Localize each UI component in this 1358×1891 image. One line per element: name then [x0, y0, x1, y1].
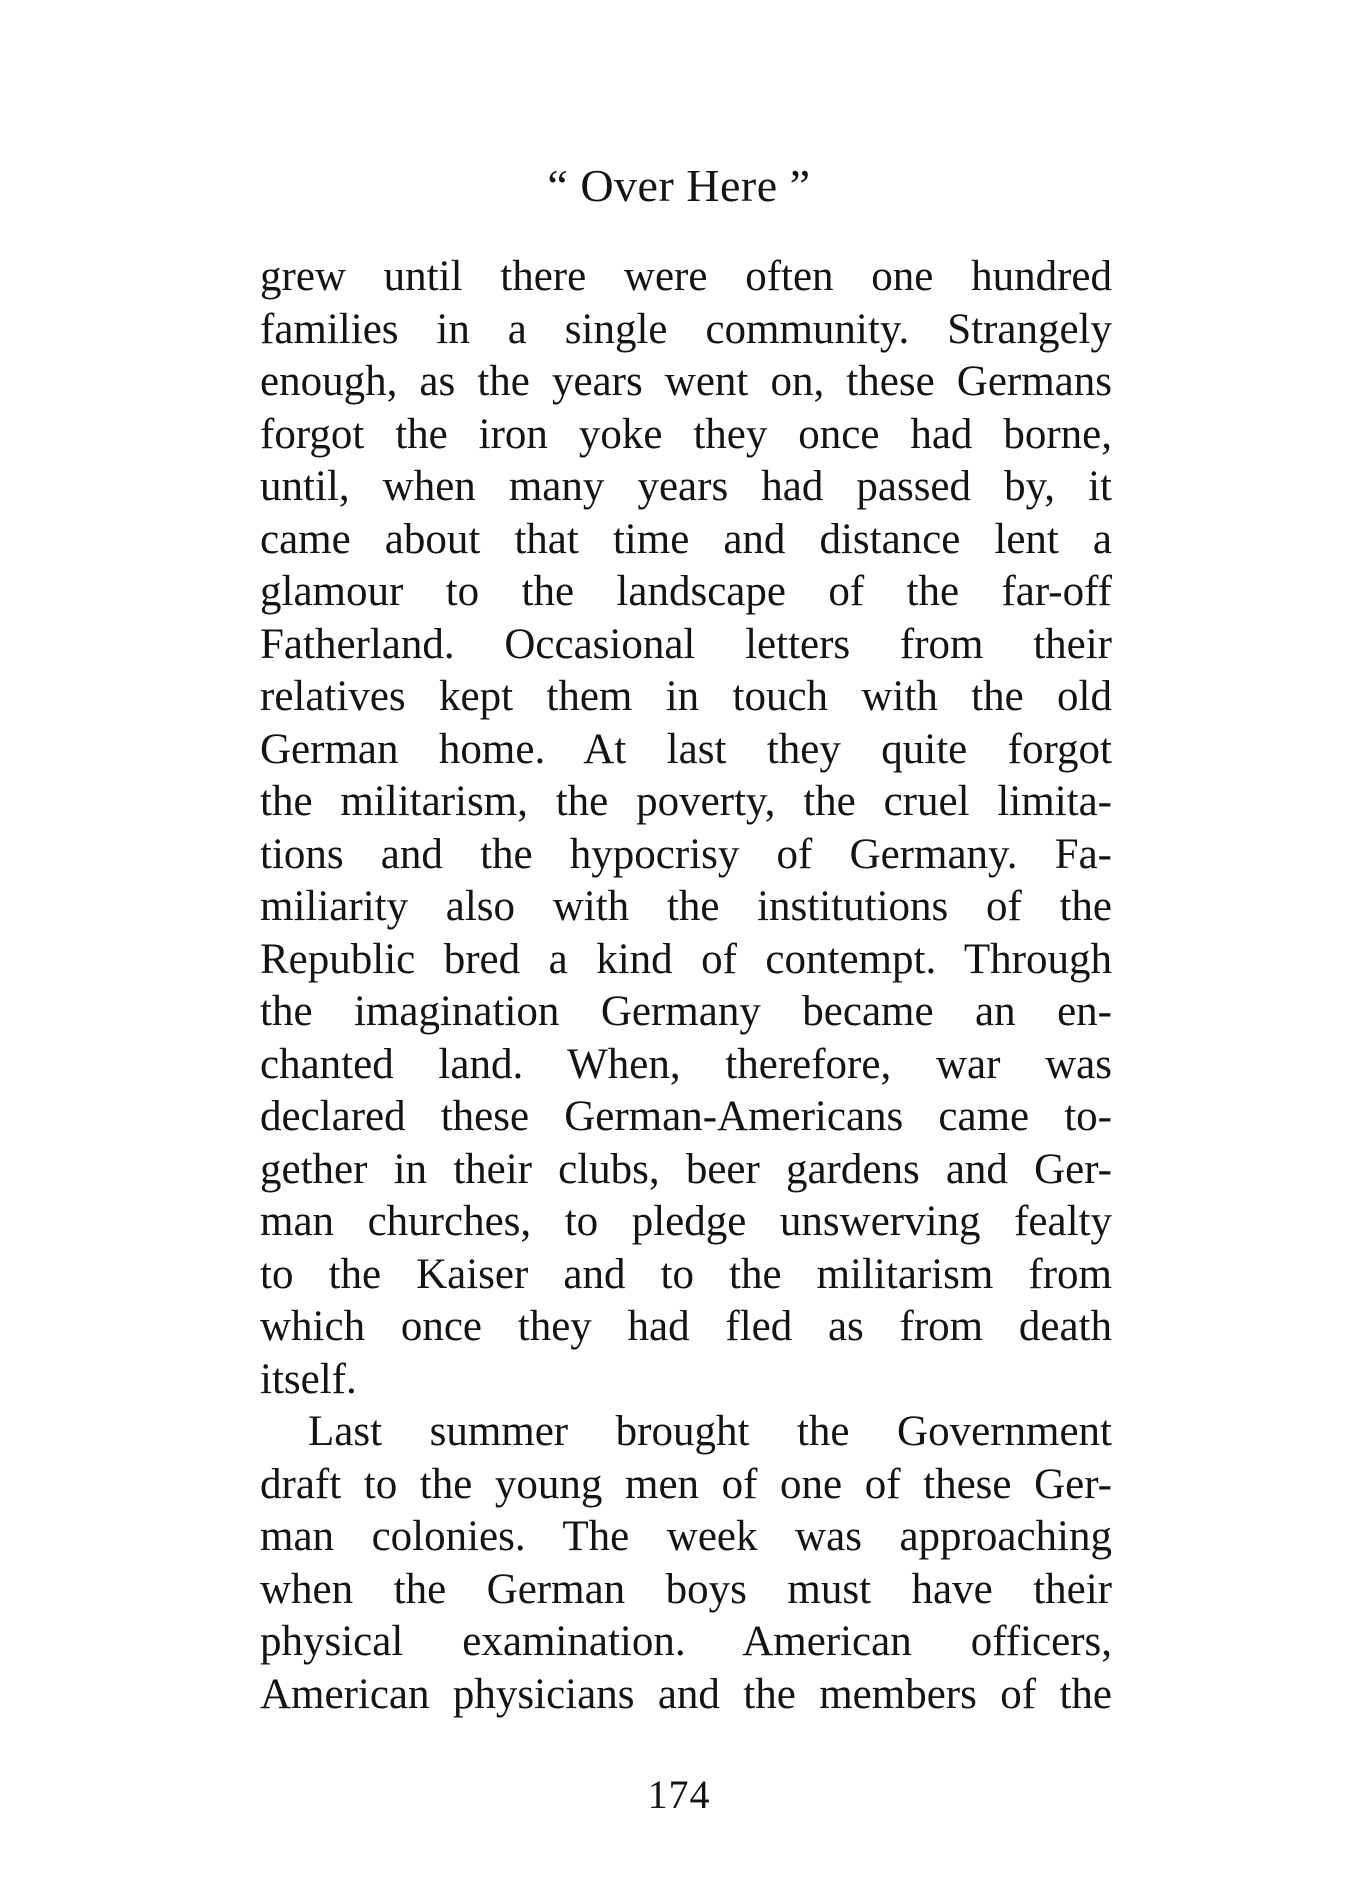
text-line: the militarism, the poverty, the cruel limita-: [260, 778, 1112, 825]
text-line: Republic bred a kind of contempt. Through: [260, 935, 1112, 983]
text-line: draft to the young men of one of these Ger-: [260, 1460, 1112, 1508]
text-line: forgot the iron yoke they once had borne,: [260, 410, 1112, 458]
text-line: itself.: [260, 1355, 357, 1403]
text-line: miliarity also with the institutions of the: [260, 883, 1112, 930]
text-line: gether in their clubs, beer gardens and Ger-: [260, 1145, 1112, 1193]
text-line: declared these German-Americans came to-: [260, 1093, 1112, 1140]
text-line: relatives kept them in touch with the old: [260, 673, 1112, 720]
text-line: Last summer brought the Government: [308, 1408, 1112, 1455]
paragraph-1: [260, 251, 1112, 1406]
text-line: man churches, to pledge unswerving fealty: [260, 1198, 1112, 1245]
paragraph-2: [260, 1406, 1112, 1721]
body-text: [260, 251, 1112, 1721]
text-line: until, when many years had passed by, it: [260, 463, 1112, 510]
text-line: to the Kaiser and to the militarism from: [260, 1250, 1112, 1298]
text-line: tions and the hypocrisy of Germany. Fa-: [260, 830, 1112, 878]
text-line: chanted land. When, therefore, war was: [260, 1040, 1112, 1088]
text-line: came about that time and distance lent a: [260, 515, 1112, 563]
text-line: glamour to the landscape of the far-off: [260, 568, 1112, 615]
text-line: when the German boys must have their: [260, 1565, 1112, 1613]
text-line: man colonies. The week was approaching: [260, 1513, 1112, 1560]
text-line: American physicians and the members of the: [260, 1670, 1112, 1718]
text-line: physical examination. American officers,: [260, 1618, 1112, 1665]
running-head: “ Over Here ”: [547, 160, 811, 211]
text-line: grew until there were often one hundred: [260, 253, 1112, 300]
text-line: enough, as the years went on, these Germans: [260, 358, 1112, 405]
text-line: German home. At last they quite forgot: [260, 725, 1112, 773]
text-line: Fatherland. Occasional letters from their: [260, 620, 1112, 668]
text-line: which once they had fled as from death: [260, 1303, 1112, 1350]
page-number: 174: [647, 1772, 711, 1817]
text-line: families in a single community. Strangely: [260, 305, 1112, 353]
text-line: the imagination Germany became an en-: [260, 988, 1112, 1035]
